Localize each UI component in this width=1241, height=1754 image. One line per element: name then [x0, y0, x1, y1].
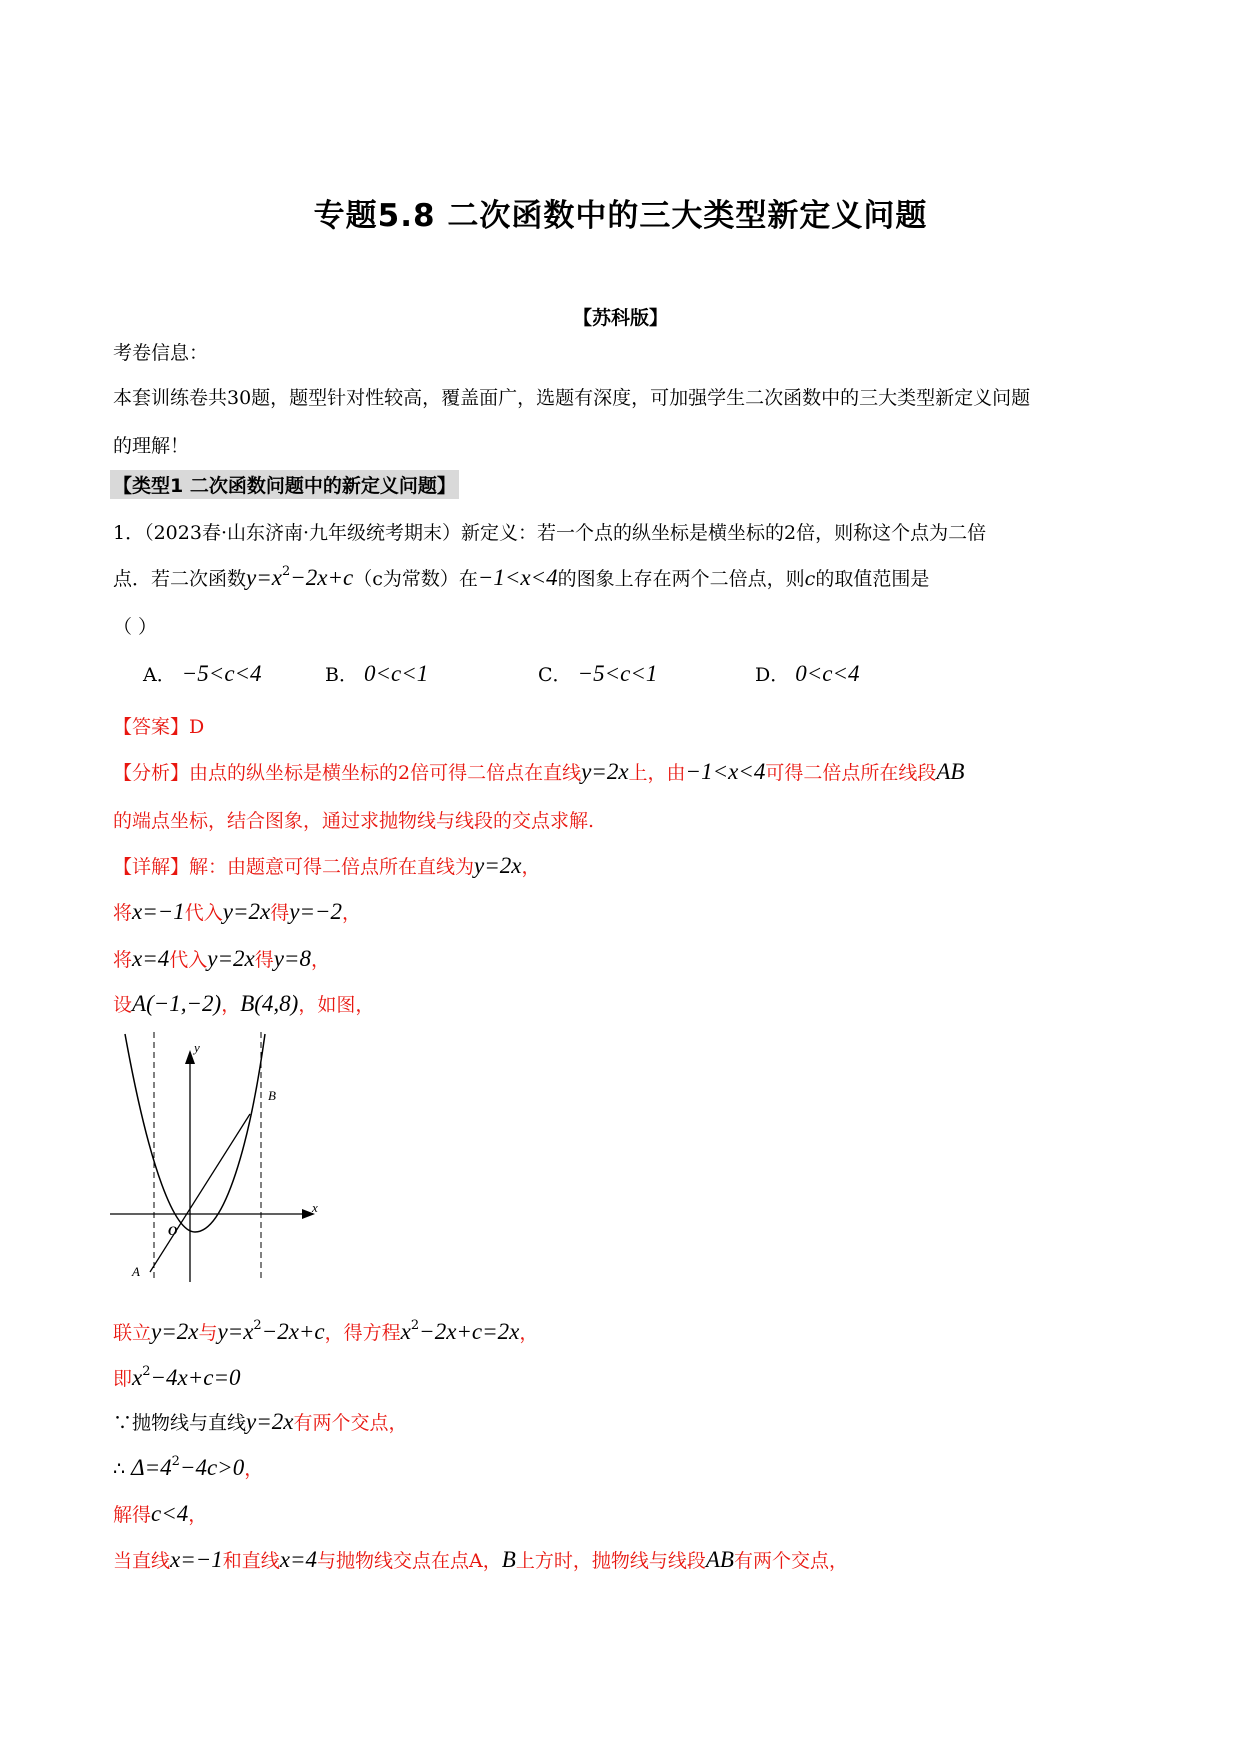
- q-formula-tail: −2x+c: [290, 565, 354, 590]
- detail-formula: x: [132, 1365, 143, 1390]
- detail-text: 代入: [169, 949, 208, 971]
- q-formula: y=x: [246, 565, 282, 590]
- detail-line8: [113, 1454, 263, 1481]
- detail-text: ，: [521, 856, 541, 878]
- detail-formula: B: [501, 1547, 516, 1572]
- option-label: B．: [325, 664, 358, 686]
- graph-label-a: A: [132, 1264, 140, 1279]
- detail-line10: [113, 1546, 848, 1573]
- detail-formula: c<4: [151, 1501, 189, 1526]
- q-text: 的图象上存在两个二倍点，则: [557, 568, 805, 590]
- question-paren: （ ）: [113, 616, 158, 638]
- exam-info-line2: 的理解！: [113, 435, 190, 457]
- detail-text: 与抛物线交点在点A，: [317, 1550, 502, 1572]
- detail-formula: −2x+c=2x: [419, 1319, 520, 1344]
- detail-formula: y=2x: [222, 899, 271, 924]
- analysis-segment: AB: [936, 759, 965, 784]
- detail-text: 设: [113, 994, 133, 1016]
- detail-formula: y=2x: [474, 853, 522, 878]
- detail-formula: y=8: [273, 946, 311, 971]
- detail-text: ，: [244, 1458, 264, 1480]
- detail-text: ，: [341, 902, 361, 924]
- detail-line1: [113, 852, 540, 879]
- parabola-curve: [125, 1034, 265, 1232]
- option-d[interactable]: [755, 660, 860, 687]
- detail-formula: y=2x: [207, 946, 255, 971]
- detail-line9: [113, 1500, 207, 1527]
- q-text: 点．若二次函数: [113, 568, 247, 590]
- option-c[interactable]: [538, 660, 657, 687]
- detail-formula: −4x+c=0: [150, 1365, 241, 1390]
- detail-formula: x=−1: [132, 899, 185, 924]
- detail-formula: x=−1: [170, 1547, 223, 1572]
- detail-text: ∵抛物线与直线: [113, 1412, 247, 1434]
- detail-formula: −2x+c: [261, 1319, 325, 1344]
- q-var: c: [804, 568, 816, 590]
- analysis-range: −1<x<4: [685, 759, 766, 784]
- detail-text: 有两个交点，: [733, 1550, 848, 1572]
- q-text: 的取值范围是: [815, 568, 930, 590]
- detail-line2: [113, 898, 361, 925]
- detail-sup: 2: [142, 1364, 151, 1379]
- detail-text: 有两个交点，: [293, 1412, 408, 1434]
- detail-line7: [113, 1408, 407, 1435]
- detail-text: ，: [188, 1504, 208, 1526]
- detail-sup: 2: [410, 1318, 420, 1333]
- detail-text: 当直线: [113, 1550, 171, 1572]
- exam-info-heading: 考卷信息：: [113, 342, 209, 364]
- option-value: −5<c<1: [577, 661, 658, 686]
- detail-sup: 2: [253, 1318, 262, 1333]
- detail-text: 得: [270, 902, 290, 924]
- detail-text: 【详解】解：由题意可得二倍点所在直线为: [113, 856, 475, 878]
- detail-text: 得: [254, 949, 274, 971]
- detail-text: ∴: [113, 1458, 132, 1480]
- detail-formula: y=2x: [151, 1319, 199, 1344]
- q-range: −1<x<4: [477, 565, 558, 590]
- detail-text: 与: [198, 1322, 218, 1344]
- detail-text: 将: [113, 902, 133, 924]
- detail-line4: [113, 990, 374, 1017]
- option-a[interactable]: [143, 660, 262, 687]
- option-value: 0<c<1: [364, 661, 429, 686]
- option-label: C．: [538, 664, 572, 686]
- detail-point-b: B(4,8): [240, 991, 299, 1016]
- detail-formula: AB: [705, 1547, 734, 1572]
- parabola-graph: [110, 1032, 330, 1287]
- detail-text: ，: [310, 949, 330, 971]
- graph-label-x: x: [312, 1200, 318, 1215]
- detail-line6: [113, 1364, 241, 1391]
- detail-text: 即: [113, 1368, 133, 1390]
- question-line1: 1．（2023春·山东济南·九年级统考期末）新定义：若一个点的纵坐标是横坐标的2倍，则称这个点为二倍: [113, 522, 987, 544]
- graph-label-b: B: [268, 1088, 276, 1103]
- detail-formula: x=4: [132, 946, 170, 971]
- detail-text: 上方时，抛物线与线段: [515, 1550, 706, 1572]
- detail-text: ，: [519, 1322, 539, 1344]
- analysis-text: 上，由: [628, 762, 686, 784]
- detail-text: ，: [221, 994, 241, 1016]
- option-label: D．: [755, 664, 790, 686]
- detail-line5: [113, 1318, 538, 1345]
- detail-point-a: A(−1,−2): [132, 991, 222, 1016]
- q-sup: 2: [281, 564, 291, 579]
- detail-formula: x: [400, 1319, 411, 1344]
- detail-text: 解得: [113, 1504, 152, 1526]
- category-heading: 【类型1 二次函数问题中的新定义问题】: [110, 470, 459, 499]
- detail-formula: y=2x: [246, 1409, 294, 1434]
- question-line2: [113, 564, 929, 591]
- analysis-text: 【分析】由点的纵坐标是横坐标的2倍可得二倍点在直线: [113, 762, 582, 784]
- detail-text: 代入: [184, 902, 223, 924]
- exam-info-line1: 本套训练卷共30题，题型针对性较高，覆盖面广，选题有深度，可加强学生二次函数中的三大类型新定义问题: [113, 387, 1031, 409]
- detail-text: ，如图，: [298, 994, 375, 1016]
- detail-text: 和直线: [222, 1550, 280, 1572]
- page-title: 专题5.8 二次函数中的三大类型新定义问题: [313, 198, 928, 234]
- detail-formula: y=−2: [289, 899, 342, 924]
- q-text: （c为常数）在: [353, 568, 478, 590]
- detail-formula: −4c>0: [179, 1455, 245, 1480]
- option-label: A．: [143, 664, 176, 686]
- graph-label-y: y: [194, 1040, 200, 1055]
- detail-sup: 2: [171, 1454, 180, 1469]
- detail-text: ，得方程: [324, 1322, 401, 1344]
- detail-text: 联立: [113, 1322, 152, 1344]
- detail-formula: x=4: [279, 1547, 318, 1572]
- detail-text: 将: [113, 949, 133, 971]
- answer-line: 【答案】D: [113, 716, 205, 738]
- detail-line3: [113, 945, 330, 972]
- analysis-line2: 的端点坐标，结合图象，通过求抛物线与线段的交点求解.: [113, 810, 595, 832]
- option-value: −5<c<4: [181, 661, 262, 686]
- option-b[interactable]: [325, 660, 428, 687]
- detail-formula: y=x: [217, 1319, 254, 1344]
- analysis-line1: [113, 758, 964, 785]
- graph-label-o: O: [168, 1223, 178, 1238]
- detail-formula: Δ=4: [131, 1455, 172, 1480]
- option-value: 0<c<4: [795, 661, 860, 686]
- edition-label: 【苏科版】: [572, 307, 668, 329]
- analysis-formula: y=2x: [581, 759, 629, 784]
- analysis-text: 可得二倍点所在线段: [765, 762, 937, 784]
